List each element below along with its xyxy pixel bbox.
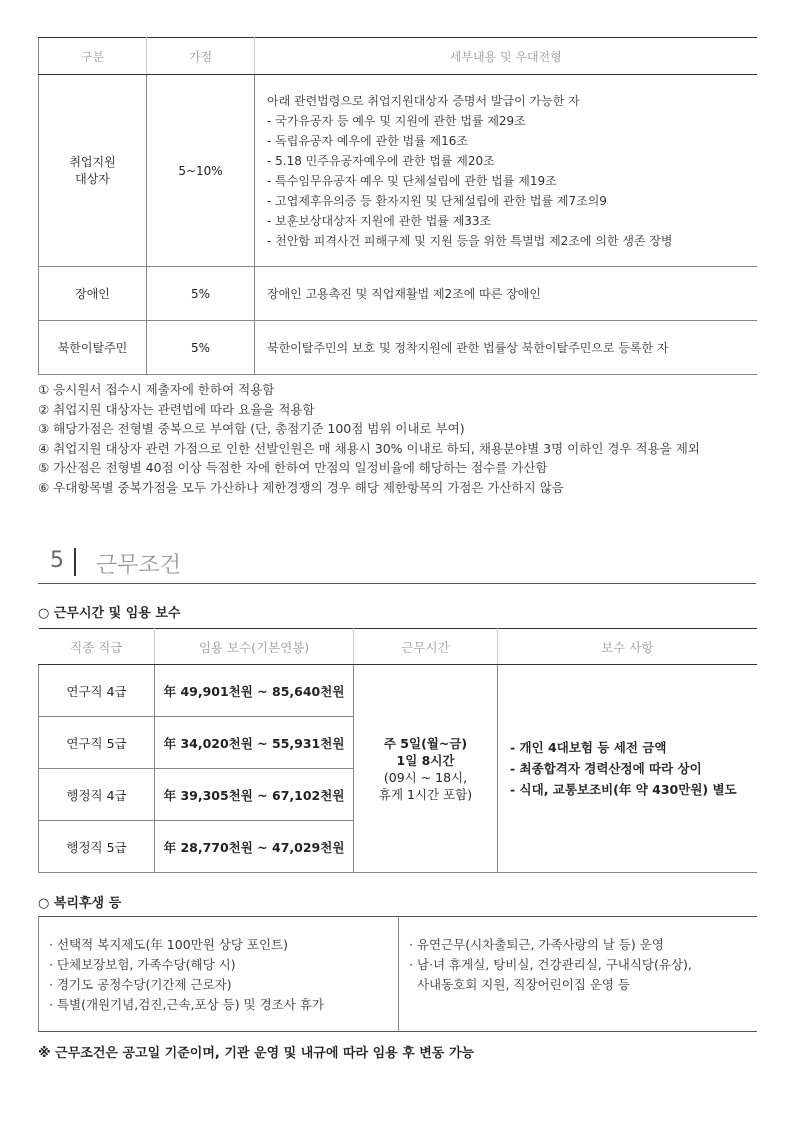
detail-line: - 특수임무유공자 예우 및 단체설립에 관한 법률 제19조 <box>267 173 557 188</box>
note-item: ④ 취업지원 대상자 관련 가점으로 인한 선발인원은 매 채용시 30% 이내로 하되, 채용분야별 3명 이하인 경우 적용을 제외 <box>38 440 700 456</box>
hours-line: (09시 ~ 18시, <box>383 769 468 785</box>
table-row <box>39 321 757 375</box>
pay-table <box>38 628 757 873</box>
welfare-item: · 단체보장보험, 가족수당(해당 시) <box>49 957 236 972</box>
pay-subsection-title: ○ 근무시간 및 임용 보수 <box>38 606 181 621</box>
column-header: 세부내용 및 우대전형 <box>255 38 757 75</box>
details-cell: 장애인 고용촉진 및 직업재활법 제2조에 따른 장애인 <box>255 267 757 321</box>
benefit-line: - 최종합격자 경력산정에 따라 상이 <box>510 761 702 776</box>
welfare-item: · 유연근무(시차출퇴근, 가족사랑의 날 등) 운영 <box>409 937 664 952</box>
pay-cell: 年 34,020천원 ~ 55,931천원 <box>155 717 354 769</box>
category-cell: 북한이탈주민 <box>39 321 147 375</box>
column-divider <box>398 917 399 1031</box>
benefit-line: - 개인 4대보험 등 세전 금액 <box>510 740 667 755</box>
table-header-row <box>39 38 757 75</box>
hours-line: 주 5일(월~금) <box>383 735 468 751</box>
note-item: ③ 해당가점은 전형별 중복으로 부여함 (단, 총점기준 100점 범위 이내로 부여) <box>38 421 465 436</box>
category-cell <box>39 75 147 267</box>
preference-table <box>38 37 757 375</box>
welfare-item: · 특별(개원기념,검진,근속,포상 등) 및 경조사 휴가 <box>49 997 324 1012</box>
pay-cell: 年 28,770천원 ~ 47,029천원 <box>155 821 354 873</box>
detail-line: - 고엽제후유의증 등 환자지원 및 단체설립에 관한 법률 제7조의9 <box>267 193 607 208</box>
detail-line: - 보훈보상대상자 지원에 관한 법률 제33조 <box>267 213 492 228</box>
section-divider <box>74 548 76 576</box>
detail-line: - 국가유공자 등 예우 및 지원에 관한 법률 제29조 <box>267 113 526 128</box>
hours-line: 1일 8시간 <box>396 752 455 768</box>
section-number: 5 <box>50 548 64 573</box>
note-item: ② 취업지원 대상자는 관련법에 따라 요율을 적용함 <box>38 401 315 417</box>
detail-line: - 5.18 민주유공자예우에 관한 법률 제20조 <box>267 153 495 168</box>
note-item: ⑥ 우대항목별 중복가점을 모두 가산하나 제한경쟁의 경우 해당 제한항목의 가점은 가산하지 않음 <box>38 479 564 495</box>
footnote: ※ 근무조건은 공고일 기준이며, 기관 운영 및 내규에 따라 임용 후 변동 가능 <box>38 1046 475 1061</box>
column-header: 구분 <box>39 38 147 75</box>
details-cell: 북한이탈주민의 보호 및 정착지원에 관한 법률상 북한이탈주민으로 등록한 자 <box>255 321 757 375</box>
detail-line: 아래 관련법령으로 취업지원대상자 증명서 발급이 가능한 자 <box>267 93 580 108</box>
column-header: 보수 사항 <box>498 629 757 665</box>
details-cell <box>255 75 757 267</box>
detail-line: - 천안함 피격사건 피해구제 및 지원 등을 위한 특별법 제2조에 의한 생존 장병 <box>267 233 673 248</box>
pay-cell: 年 49,901천원 ~ 85,640천원 <box>155 665 354 717</box>
welfare-item: · 경기도 공정수당(기간제 근로자) <box>49 977 232 992</box>
benefit-line: - 식대, 교통보조비(年 약 430만원) 별도 <box>510 782 737 797</box>
category-label: 취업지원 <box>69 154 116 169</box>
note-item: ⑤ 가산점은 전형별 40점 이상 득점한 자에 한하여 만점의 일정비율에 해당하는 점수를 가산함 <box>38 460 548 475</box>
column-header: 근무시간 <box>354 629 498 665</box>
note-item: ① 응시원서 접수시 제출자에 한하여 적용함 <box>38 382 275 397</box>
category-cell: 장애인 <box>39 267 147 321</box>
notes-list <box>38 380 700 497</box>
detail-line: - 독립유공자 예우에 관한 법률 제16조 <box>267 133 468 148</box>
table-row <box>39 267 757 321</box>
hours-cell <box>354 665 498 873</box>
pay-cell: 年 39,305천원 ~ 67,102천원 <box>155 769 354 821</box>
table-header-row <box>39 629 757 665</box>
column-header: 직종 직급 <box>39 629 155 665</box>
benefits-cell <box>498 665 757 873</box>
grade-cell: 행정직 4급 <box>39 769 155 821</box>
category-label: 대상자 <box>75 171 110 186</box>
welfare-left-column <box>49 935 324 1015</box>
welfare-box <box>38 916 757 1032</box>
grade-cell: 연구직 4급 <box>39 665 155 717</box>
welfare-item: · 남·녀 휴게실, 탕비실, 건강관리실, 구내식당(유상), <box>409 957 692 972</box>
hours-line: 휴게 1시간 포함) <box>378 786 473 802</box>
table-row <box>39 75 757 267</box>
grade-cell: 행정직 5급 <box>39 821 155 873</box>
welfare-item: 사내동호회 지원, 직장어린이집 운영 등 <box>409 977 631 992</box>
points-cell: 5% <box>147 321 255 375</box>
points-cell: 5% <box>147 267 255 321</box>
welfare-subsection-title: ○ 복리후생 등 <box>38 896 122 911</box>
section-rule <box>38 583 756 584</box>
welfare-right-column <box>409 935 692 995</box>
grade-cell: 연구직 5급 <box>39 717 155 769</box>
table-row <box>39 665 757 717</box>
column-header: 임용 보수(기본연봉) <box>155 629 354 665</box>
points-cell: 5~10% <box>147 75 255 267</box>
welfare-item: · 선택적 복지제도(年 100만원 상당 포인트) <box>49 937 289 952</box>
column-header: 가점 <box>147 38 255 75</box>
section-title: 근무조건 <box>96 553 182 578</box>
